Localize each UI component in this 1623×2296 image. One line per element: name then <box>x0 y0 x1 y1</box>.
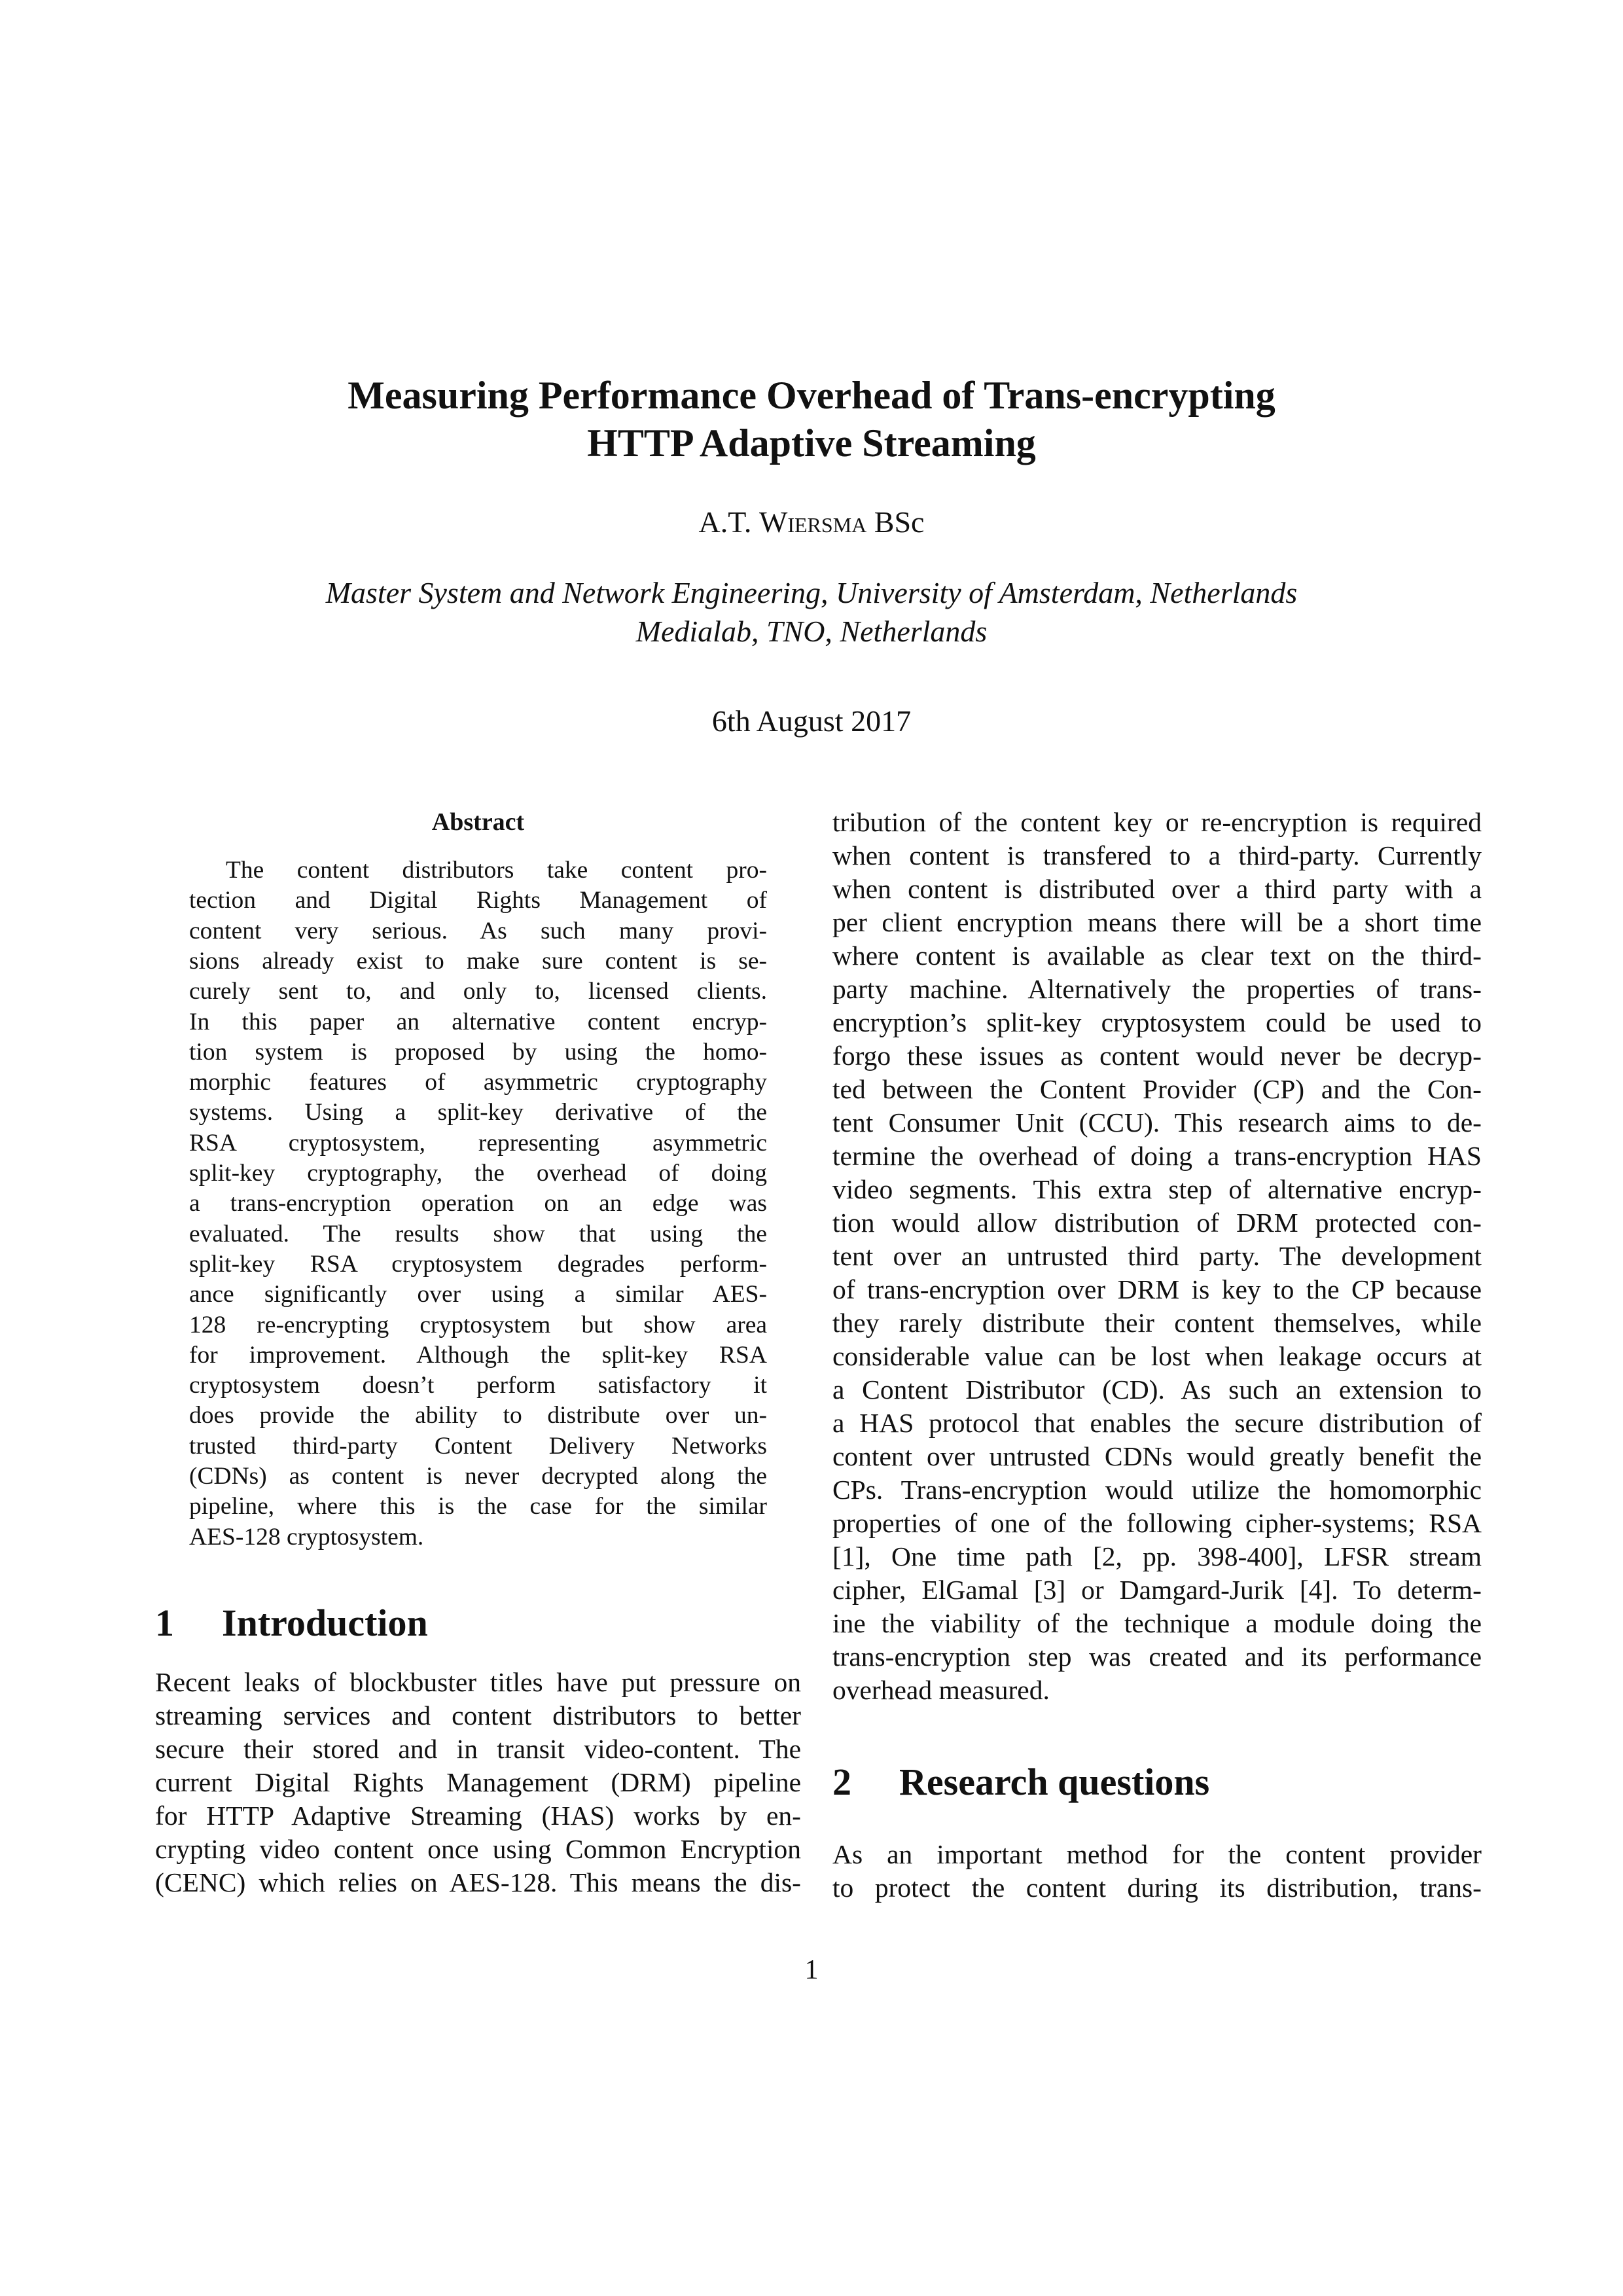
introduction-line: CPs. Trans-encryption would utilize the homomorphic <box>832 1475 1482 1505</box>
paper-title-line-2: HTTP Adaptive Streaming <box>587 422 1036 465</box>
abstract-line: tion system is proposed by using the homo- <box>189 1038 767 1066</box>
abstract-line: evaluated. The results show that using the <box>189 1220 767 1247</box>
introduction-line: party machine. Alternatively the properties of trans- <box>832 974 1482 1004</box>
introduction-line: (CENC) which relies on AES-128. This means the dis- <box>155 1867 801 1897</box>
abstract-line: In this paper an alternative content encryp- <box>189 1008 767 1035</box>
introduction-line: cipher, ElGamal [3] or Damgard-Jurik [4]. To determ- <box>832 1575 1482 1605</box>
affiliation-2: Medialab, TNO, Netherlands <box>635 615 988 648</box>
introduction-line: forgo these issues as content would never be decryp- <box>832 1041 1482 1071</box>
abstract-line: curely sent to, and only to, licensed clients. <box>189 978 767 1005</box>
abstract-line: AES-128 cryptosystem. <box>189 1523 424 1551</box>
abstract-line: does provide the ability to distribute over un- <box>189 1402 767 1429</box>
section-2-heading <box>832 1759 1209 1805</box>
abstract-heading: Abstract <box>431 808 525 836</box>
introduction-line: tent Consumer Unit (CCU). This research aims to de- <box>832 1107 1482 1138</box>
section-2-number: 2 <box>832 1761 851 1803</box>
research-questions-line: to protect the content during its distribution, trans- <box>832 1873 1482 1903</box>
abstract-line: a trans-encryption operation on an edge was <box>189 1190 767 1217</box>
paper-title-line-1: Measuring Performance Overhead of Trans-encrypting <box>348 374 1275 417</box>
abstract-line: split-key cryptography, the overhead of doing <box>189 1160 767 1187</box>
section-2-title: Research questions <box>899 1761 1210 1803</box>
introduction-line: per client encryption means there will be a short time <box>832 907 1482 937</box>
introduction-line: encryption’s split-key cryptosystem could be used to <box>832 1007 1482 1037</box>
introduction-line: when content is distributed over a third party with a <box>832 874 1482 904</box>
introduction-line: considerable value can be lost when leakage occurs at <box>832 1341 1482 1371</box>
introduction-line: of trans-encryption over DRM is key to the CP because <box>832 1274 1482 1304</box>
abstract-line: The content distributors take content pro- <box>226 857 767 884</box>
abstract-line: (CDNs) as content is never decrypted along the <box>189 1463 767 1490</box>
introduction-line: current Digital Rights Management (DRM) pipeline <box>155 1767 801 1797</box>
abstract-line: sions already exist to make sure content is se- <box>189 947 767 975</box>
introduction-line: a Content Distributor (CD). As such an extension to <box>832 1374 1482 1405</box>
abstract-line: split-key RSA cryptosystem degrades perform- <box>189 1250 767 1278</box>
introduction-line: termine the overhead of doing a trans-encryption HAS <box>832 1141 1482 1171</box>
author-surname: Wiersma <box>758 505 867 539</box>
abstract-line: morphic features of asymmetric cryptography <box>189 1069 767 1096</box>
section-1-number: 1 <box>155 1602 174 1644</box>
introduction-line: a HAS protocol that enables the secure distribution of <box>832 1408 1482 1438</box>
introduction-line: video segments. This extra step of alternative encryp- <box>832 1174 1482 1204</box>
introduction-line: trans-encryption step was created and its performance <box>832 1641 1482 1672</box>
abstract-line: 128 re-encrypting cryptosystem but show area <box>189 1311 767 1338</box>
introduction-line: overhead measured. <box>832 1675 1050 1705</box>
abstract-line: content very serious. As such many provi- <box>189 917 767 944</box>
introduction-line: [1], One time path [2, pp. 398-400], LFSR stream <box>832 1541 1482 1571</box>
abstract-line: pipeline, where this is the case for the similar <box>189 1493 767 1520</box>
introduction-line: they rarely distribute their content themselves, while <box>832 1308 1482 1338</box>
introduction-line: for HTTP Adaptive Streaming (HAS) works by en- <box>155 1801 801 1831</box>
abstract-line: trusted third-party Content Delivery Networks <box>189 1432 767 1460</box>
introduction-line: crypting video content once using Common Encryption <box>155 1834 801 1864</box>
abstract-line: tection and Digital Rights Management of <box>189 887 767 914</box>
section-1-title: Introduction <box>222 1602 428 1644</box>
introduction-line: tribution of the content key or re-encryption is required <box>832 807 1482 837</box>
introduction-line: properties of one of the following cipher-systems; RSA <box>832 1508 1482 1538</box>
introduction-line: ine the viability of the technique a module doing the <box>832 1608 1482 1638</box>
author-degree: BSc <box>874 505 925 539</box>
introduction-line: secure their stored and in transit video-content. The <box>155 1734 801 1764</box>
abstract-line: for improvement. Although the split-key RSA <box>189 1341 767 1369</box>
abstract-line: cryptosystem doesn’t perform satisfactory it <box>189 1372 767 1399</box>
research-questions-line: As an important method for the content provider <box>832 1839 1482 1869</box>
author-initials: A.T. <box>698 505 752 539</box>
introduction-line: tent over an untrusted third party. The development <box>832 1241 1482 1271</box>
introduction-line: ted between the Content Provider (CP) and the Con- <box>832 1074 1482 1104</box>
page-number: 1 <box>804 1955 819 1985</box>
introduction-line: Recent leaks of blockbuster titles have put pressure on <box>155 1667 801 1697</box>
section-1-heading <box>155 1600 428 1646</box>
abstract-line: ance significantly over using a similar AES- <box>189 1281 767 1308</box>
introduction-line: tion would allow distribution of DRM protected con- <box>832 1208 1482 1238</box>
introduction-line: content over untrusted CDNs would greatly benefit the <box>832 1441 1482 1471</box>
introduction-line: when content is transfered to a third-party. Currently <box>832 840 1482 870</box>
introduction-line: where content is available as clear text on the third- <box>832 941 1482 971</box>
author-name <box>0 504 1623 541</box>
abstract-line: systems. Using a split-key derivative of the <box>189 1099 767 1126</box>
publication-date: 6th August 2017 <box>711 704 912 738</box>
abstract-line: RSA cryptosystem, representing asymmetric <box>189 1129 767 1157</box>
introduction-line: streaming services and content distributors to better <box>155 1700 801 1731</box>
affiliation-1: Master System and Network Engineering, University of Amsterdam, Netherlands <box>325 576 1298 609</box>
